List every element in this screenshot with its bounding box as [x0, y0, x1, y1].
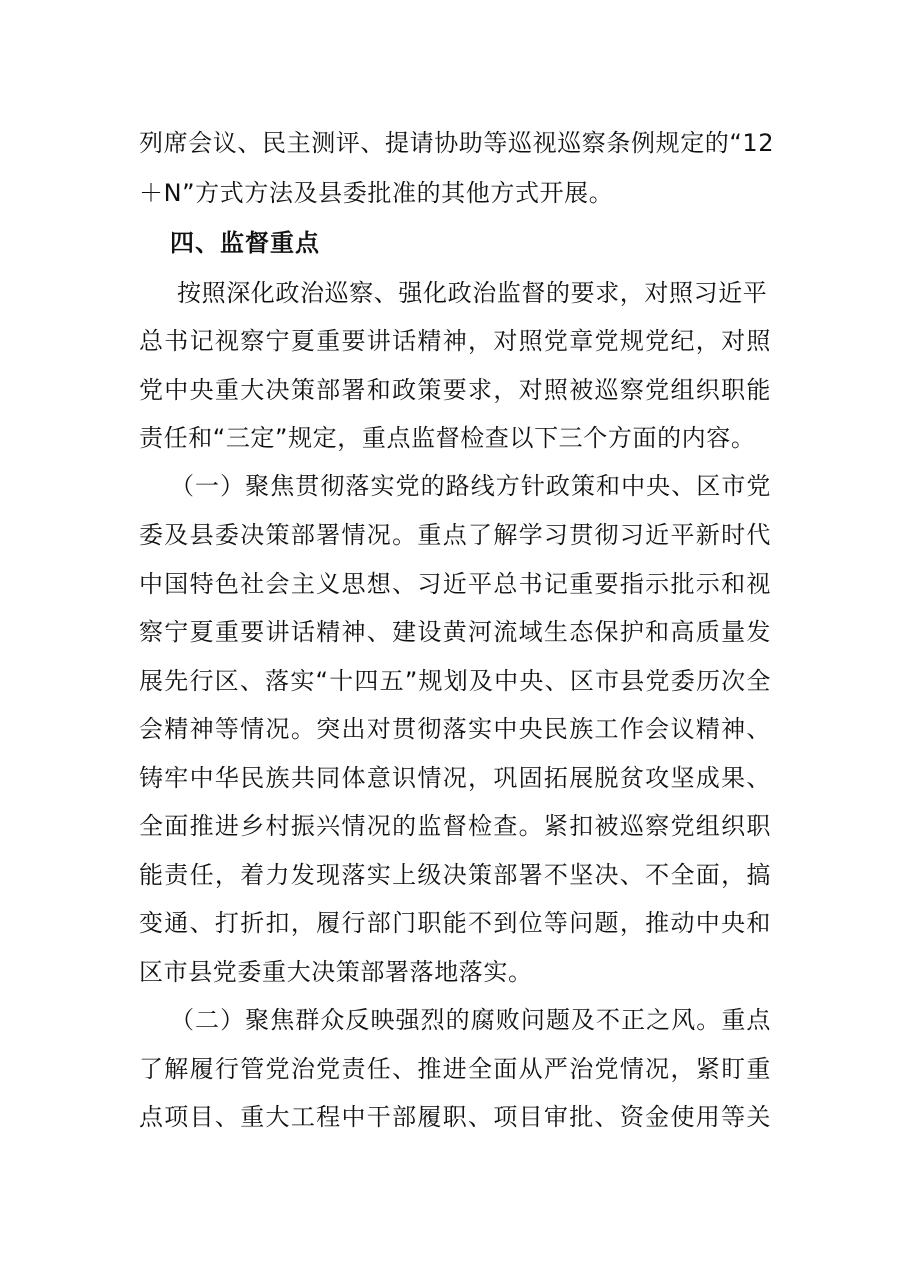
paragraph-line: 察宁夏重要讲话精神、建设黄河流域生态保护和高质量发 [139, 618, 771, 646]
paragraph-line: 点项目、重大工程中干部履职、项目审批、资金使用等关 [139, 1103, 771, 1131]
paragraph-line: 展先行区、落实“十四五”规划及中央、区市县党委历次全 [139, 667, 771, 695]
paragraph-line: 了解履行管党治党责任、推进全面从严治党情况，紧盯重 [139, 1055, 771, 1083]
paragraph-line: （一）聚焦贯彻落实党的路线方针政策和中央、区市党 [170, 472, 771, 500]
paragraph-line: 铸牢中华民族共同体意识情况，巩固拓展脱贫攻坚成果、 [139, 764, 771, 792]
paragraph-line: （二）聚焦群众反映强烈的腐败问题及不正之风。重点 [170, 1006, 771, 1034]
paragraph-line: 按照深化政治巡察、强化政治监督的要求，对照习近平 [177, 279, 768, 307]
paragraph-line: ＋N”方式方法及县委批准的其他方式开展。 [139, 179, 614, 207]
paragraph-line: 全面推进乡村振兴情况的监督检查。紧扣被巡察党组织职 [139, 812, 771, 840]
paragraph-line: 能责任，着力发现落实上级决策部署不坚决、不全面，搞 [139, 861, 771, 889]
paragraph-line: 责任和“三定”规定，重点监督检查以下三个方面的内容。 [139, 424, 756, 452]
paragraph-line: 会精神等情况。突出对贯彻落实中央民族工作会议精神、 [139, 715, 771, 743]
paragraph-line: 中国特色社会主义思想、习近平总书记重要指示批示和视 [139, 570, 771, 598]
paragraph-line: 变通、打折扣，履行部门职能不到位等问题，推动中央和 [139, 909, 771, 937]
section-heading: 四、监督重点 [170, 229, 320, 257]
paragraph-line: 总书记视察宁夏重要讲话精神，对照党章党规党纪，对照 [139, 327, 771, 355]
paragraph-line: 区市县党委重大决策部署落地落实。 [139, 958, 533, 986]
paragraph-line: 列席会议、民主测评、提请协助等巡视巡察条例规定的“12 [139, 129, 775, 157]
paragraph-line: 党中央重大决策部署和政策要求，对照被巡察党组织职能 [139, 376, 771, 404]
paragraph-line: 委及县委决策部署情况。重点了解学习贯彻习近平新时代 [139, 521, 771, 549]
